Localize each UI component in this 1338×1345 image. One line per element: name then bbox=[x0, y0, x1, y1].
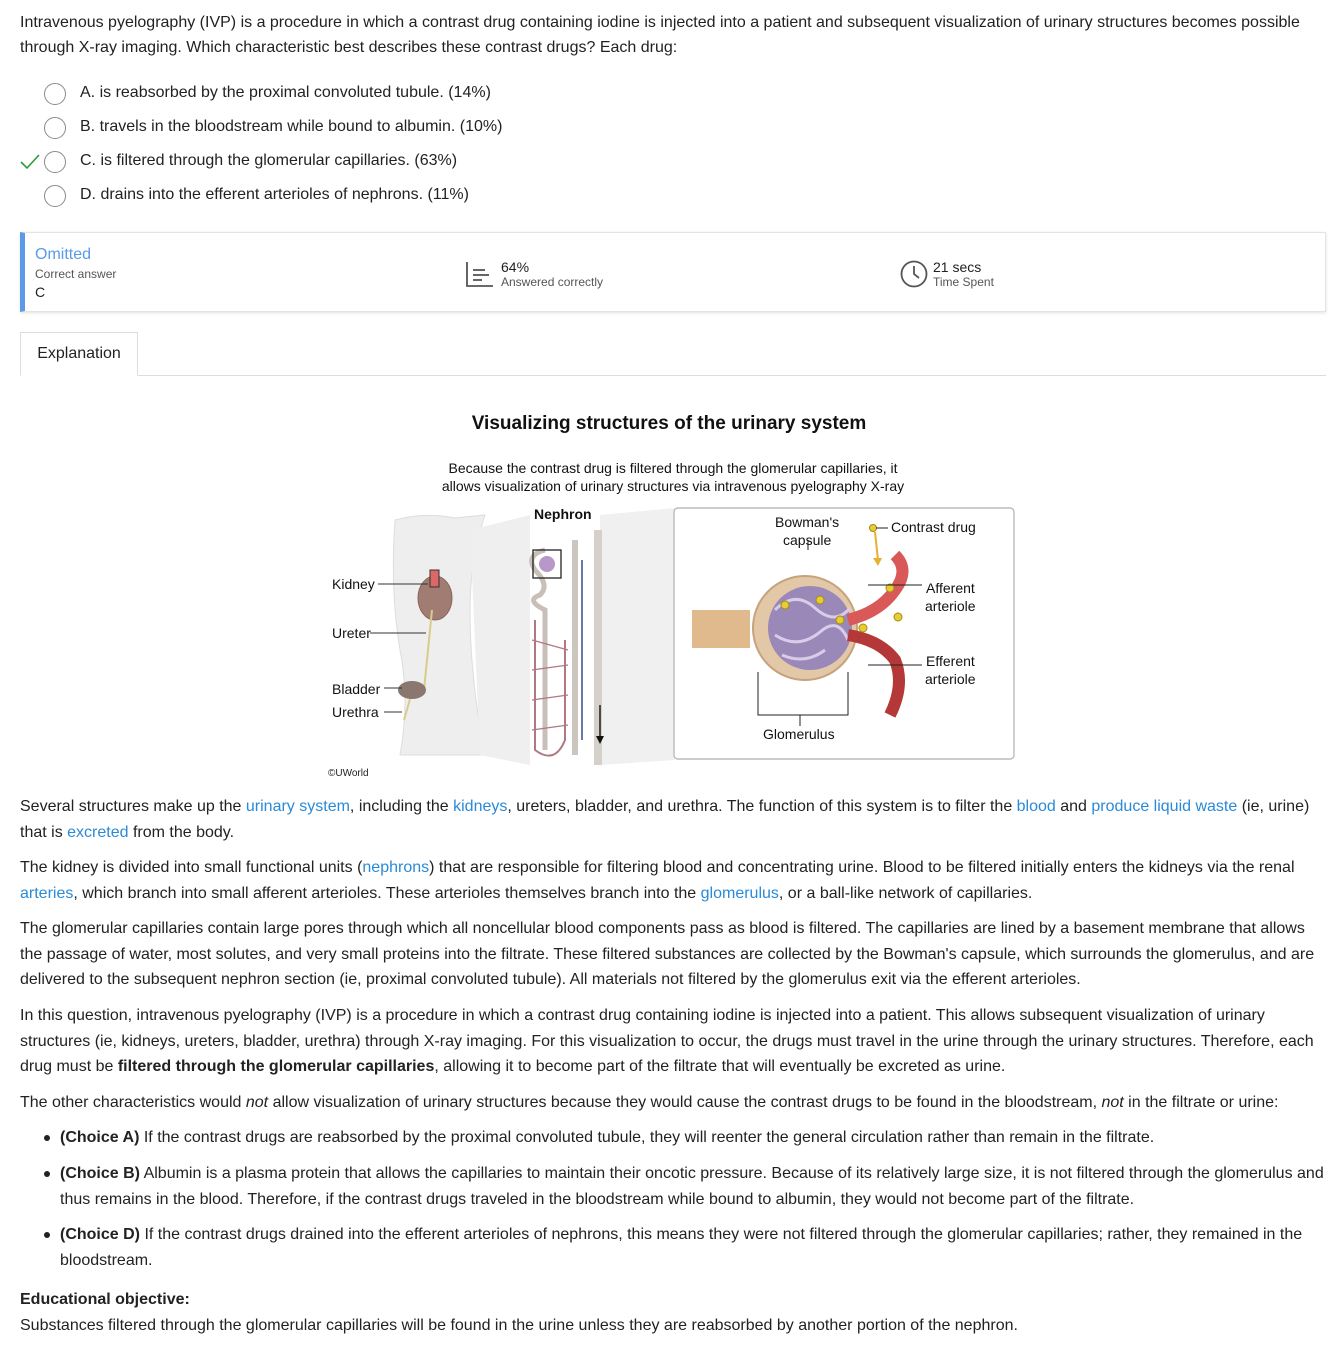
text: Several structures make up the bbox=[20, 798, 246, 815]
text: , which branch into small afferent arterioles. These arterioles themselves branch into the bbox=[73, 884, 701, 902]
bullet-icon bbox=[44, 1232, 50, 1238]
bladder-illustration bbox=[398, 681, 426, 699]
label-afferent-arteriole: Afferent bbox=[926, 580, 975, 596]
link-kidneys[interactable]: kidneys bbox=[453, 798, 508, 815]
label-urethra: Urethra bbox=[332, 704, 379, 720]
nephron-tubule bbox=[532, 550, 545, 750]
time-spent-label: Time Spent bbox=[933, 275, 994, 289]
contrast-drug-marker bbox=[870, 525, 877, 532]
link-arteries[interactable]: arteries bbox=[20, 884, 74, 902]
clock-icon bbox=[899, 259, 929, 289]
text: and bbox=[1055, 798, 1092, 815]
proximal-tubule bbox=[692, 610, 750, 648]
copyright: ©UWorld bbox=[328, 768, 369, 779]
text: ) that are responsible for filtering blood and concentrating urine. Blood to be filtered initially enters the kidneys via the renal bbox=[429, 859, 1295, 876]
bullet-label: (Choice D) bbox=[60, 1226, 140, 1243]
bullet-icon bbox=[44, 1135, 50, 1141]
tab-explanation[interactable]: Explanation bbox=[20, 332, 138, 376]
radio-button[interactable] bbox=[44, 117, 66, 139]
label-efferent-arteriole: Efferent bbox=[926, 653, 975, 669]
bullet-choice-d bbox=[60, 1222, 1326, 1273]
educational-objective-text: Substances filtered through the glomerular capillaries will be found in the urine unless they are reabsorbed by another portion of the nephron. bbox=[20, 1317, 1018, 1334]
percent-correct-value: 64% bbox=[501, 259, 530, 275]
text: (ie, urine) that is bbox=[20, 798, 1310, 841]
educational-objective-heading: Educational objective: bbox=[20, 1291, 190, 1308]
text: , ureters, bladder, and urethra. The function of this system is to filter the bbox=[507, 798, 1017, 815]
label-nephron: Nephron bbox=[534, 506, 592, 522]
radio-button[interactable] bbox=[44, 185, 66, 207]
correct-answer-label: Correct answer bbox=[35, 267, 117, 281]
link-produce-liquid-waste[interactable]: produce liquid waste bbox=[1091, 798, 1238, 815]
label-efferent-arteriole: arteriole bbox=[925, 671, 976, 687]
text: The other characteristics would bbox=[20, 1094, 246, 1111]
bullet-text: If the contrast drugs drained into the efferent arterioles of nephrons, this means they were not filtered through the glomerular capillaries; rather, they remained in the bloodstream. bbox=[60, 1226, 1303, 1269]
bullet-label: (Choice B) bbox=[60, 1165, 140, 1182]
link-blood[interactable]: blood bbox=[1016, 798, 1056, 815]
bullet-choice-b bbox=[60, 1161, 1326, 1212]
label-glomerulus: Glomerulus bbox=[763, 726, 835, 742]
check-icon bbox=[20, 152, 40, 172]
figure-title: Visualizing structures of the urinary system bbox=[471, 413, 867, 434]
link-excreted[interactable]: excreted bbox=[67, 823, 129, 841]
label-bowmans-capsule: capsule bbox=[783, 532, 832, 548]
choice-label: C. is filtered through the glomerular capillaries. (63%) bbox=[80, 152, 458, 169]
choice-label: A. is reabsorbed by the proximal convoluted tubule. (14%) bbox=[80, 84, 491, 101]
figure-caption bbox=[400, 459, 946, 495]
radio-button[interactable] bbox=[44, 151, 66, 173]
answer-stats-panel bbox=[20, 232, 1326, 312]
caption-line: Because the contrast drug is filtered through the glomerular capillaries, it bbox=[448, 460, 898, 476]
text: In this question, intravenous pyelography (IVP) is a procedure in which a contrast drug containing iodine is injected into a patient. This allows subsequent visualization of urinary structures (ie, kidneys, ureters, bladder, urethra) through X-ray imaging. For this visualization to occur, the drugs must travel in the urine through the urinary structures. Therefore, each drug must be bbox=[20, 1007, 1314, 1075]
time-spent-value: 21 secs bbox=[933, 259, 982, 275]
explanation-paragraph bbox=[20, 1090, 1326, 1116]
bullet-text: Albumin is a plasma protein that allows the capillaries to maintain their oncotic pressure. Because of its relatively large size, it is not filtered through the glomerulus and thus remains in the blood. Therefore, if the contrast drugs traveled in the bloodstream while bound to albumin, they would not become part of the filtrate. bbox=[60, 1165, 1324, 1208]
correct-answer-value: C bbox=[35, 284, 46, 300]
text: The kidney is divided into small functional units ( bbox=[20, 859, 363, 876]
caption-line: allows visualization of urinary structures via intravenous pyelography X-ray bbox=[441, 478, 905, 494]
choice-label: B. travels in the bloodstream while bound to albumin. (10%) bbox=[80, 118, 503, 135]
explanation-paragraph bbox=[20, 794, 1326, 845]
text: from the body. bbox=[128, 823, 235, 841]
radio-button[interactable] bbox=[44, 83, 66, 105]
zoom-cone bbox=[470, 515, 530, 765]
nephron-capillary-net bbox=[532, 640, 568, 730]
choice-c[interactable] bbox=[20, 146, 820, 180]
status-omitted: Omitted bbox=[35, 246, 92, 263]
question-stem: Intravenous pyelography (IVP) is a procedure in which a contrast drug containing iodine is injected into a patient and subsequent visualization of urinary structures becomes possible through X-ray imaging. Which characteristic best describes these contrast drugs? Each drug: bbox=[20, 14, 1300, 56]
bullet-text: If the contrast drugs are reabsorbed by the proximal convoluted tubule, they will reenter the general circulation rather than remain in the filtrate. bbox=[139, 1129, 1155, 1146]
text: allow visualization of urinary structures because they would cause the contrast drugs to be found in the bloodstream, bbox=[268, 1094, 1102, 1111]
label-ureter: Ureter bbox=[332, 625, 371, 641]
choice-label: D. drains into the efferent arterioles of nephrons. (11%) bbox=[80, 186, 469, 203]
link-urinary-system[interactable]: urinary system bbox=[245, 798, 350, 815]
link-nephrons[interactable]: nephrons bbox=[362, 859, 430, 876]
bullet-label: (Choice A) bbox=[60, 1129, 140, 1146]
urinary-system-figure bbox=[320, 500, 1020, 785]
label-kidney: Kidney bbox=[332, 576, 375, 592]
label-bladder: Bladder bbox=[332, 681, 381, 697]
kidney-highlight-box bbox=[430, 570, 439, 587]
zoom-cone bbox=[600, 508, 675, 765]
text: , allowing it to become part of the filtrate that will eventually be excreted as urine. bbox=[434, 1058, 1006, 1075]
label-contrast-drug: Contrast drug bbox=[891, 519, 976, 535]
tab-divider bbox=[20, 375, 1326, 376]
bullet-choice-a bbox=[60, 1125, 1326, 1151]
italic-text: not bbox=[1101, 1094, 1124, 1111]
link-glomerulus[interactable]: glomerulus bbox=[700, 884, 779, 902]
explanation-paragraph bbox=[20, 1003, 1326, 1080]
nephron-vessel bbox=[535, 620, 565, 756]
percent-correct-label: Answered correctly bbox=[501, 275, 604, 289]
bold-text: filtered through the glomerular capillaries bbox=[117, 1058, 435, 1075]
italic-text: not bbox=[245, 1094, 269, 1111]
choice-b[interactable] bbox=[20, 112, 820, 146]
bullet-icon bbox=[44, 1171, 50, 1177]
text: , or a ball-like network of capillaries. bbox=[778, 884, 1033, 902]
text: in the filtrate or urine: bbox=[1123, 1094, 1279, 1111]
choice-d[interactable] bbox=[20, 180, 820, 214]
explanation-paragraph: The glomerular capillaries contain large pores through which all noncellular blood components pass as blood is filtered. The capillaries are lined by a basement membrane that allows the passage of water, most solutes, and very small proteins into the filtrate. These filtered substances are collected by the Bowman's capsule, which surrounds the glomerulus, and are delivered to the subsequent nephron section (ie, proximal convoluted tubule). All materials not filtered by the glomerulus exit via the efferent arterioles. bbox=[20, 920, 1315, 988]
label-afferent-arteriole: arteriole bbox=[925, 598, 976, 614]
explanation-paragraph bbox=[20, 855, 1326, 906]
bar-chart-icon bbox=[465, 260, 495, 288]
answer-choices bbox=[20, 78, 820, 214]
text: , including the bbox=[349, 798, 454, 815]
label-bowmans-capsule: Bowman's bbox=[775, 514, 840, 530]
choice-a[interactable] bbox=[20, 78, 820, 112]
